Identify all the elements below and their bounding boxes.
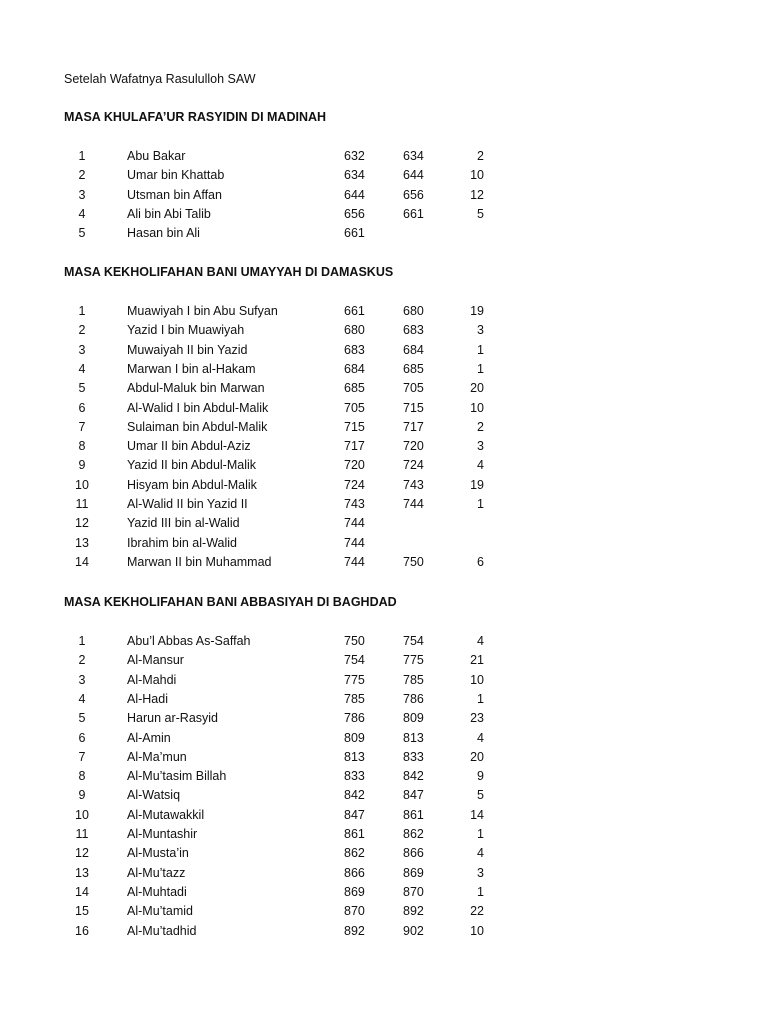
reign-years: 1 [477, 497, 484, 511]
caliph-name: Al-Mutawakkil [127, 807, 205, 822]
reign-years: 20 [470, 381, 484, 396]
caliph-name: Marwan I bin al-Hakam [127, 361, 256, 376]
table-row [0, 844, 768, 863]
end-year: 813 [403, 730, 424, 745]
caliph-name: Al-Walid II bin Yazid II [127, 497, 248, 511]
table-row [0, 671, 768, 690]
section-heading: MASA KEKHOLIFAHAN BANI ABBASIYAH DI BAGHDAD [64, 595, 397, 609]
end-year: 870 [403, 884, 424, 899]
reign-years: 3 [477, 439, 484, 454]
reign-years: 4 [477, 730, 484, 745]
reign-years: 10 [470, 672, 484, 687]
reign-years: 23 [470, 711, 484, 726]
end-year: 842 [403, 769, 424, 784]
table-row [0, 302, 768, 321]
start-year: 750 [344, 634, 365, 648]
caliph-name: Sulaiman bin Abdul-Malik [127, 419, 268, 434]
table-row [0, 709, 768, 728]
end-year: 861 [403, 807, 424, 822]
end-year: 743 [403, 477, 424, 492]
row-number: 9 [78, 458, 86, 473]
end-year: 661 [403, 206, 424, 221]
start-year: 683 [344, 342, 365, 357]
caliph-name: Yazid III bin al-Walid [127, 516, 240, 531]
start-year: 842 [344, 788, 365, 803]
table-row [0, 632, 768, 651]
row-number: 14 [75, 884, 89, 899]
row-number: 16 [75, 923, 89, 938]
row-number: 3 [78, 672, 86, 687]
end-year: 744 [403, 497, 424, 511]
end-year: 683 [403, 323, 424, 338]
start-year: 743 [344, 497, 365, 511]
table-row [0, 922, 768, 941]
row-number: 9 [78, 788, 86, 803]
row-number: 12 [75, 846, 89, 861]
end-year: 684 [403, 342, 424, 357]
end-year: 786 [403, 691, 424, 706]
start-year: 870 [344, 904, 365, 919]
reign-years: 5 [477, 788, 484, 803]
table-row [0, 729, 768, 748]
caliph-name: Abu’l Abbas As-Saffah [127, 634, 251, 648]
caliph-name: Al-Mansur [127, 653, 184, 668]
table-row [0, 495, 768, 514]
caliph-name: Harun ar-Rasyid [127, 711, 219, 726]
start-year: 680 [344, 323, 365, 338]
start-year: 644 [344, 187, 365, 202]
table-row [0, 341, 768, 360]
end-year: 785 [403, 672, 424, 687]
caliph-name: Ibrahim bin al-Walid [127, 535, 237, 550]
table-row [0, 902, 768, 921]
caliph-name: Abdul-Maluk bin Marwan [127, 381, 265, 396]
caliph-name: Hasan bin Ali [127, 226, 200, 241]
reign-years: 19 [470, 304, 484, 318]
row-number: 1 [78, 149, 86, 163]
row-number: 14 [75, 554, 89, 569]
caliph-name: Al-Mu’tamid [127, 904, 193, 919]
caliph-name: Yazid I bin Muawiyah [127, 323, 245, 338]
start-year: 744 [344, 535, 365, 550]
caliph-name: Al-Ma’mun [127, 749, 187, 764]
reign-years: 1 [477, 827, 484, 841]
row-number: 6 [78, 730, 86, 745]
row-number: 11 [75, 827, 89, 841]
caliph-name: Marwan II bin Muhammad [127, 554, 272, 569]
caliph-name: Umar bin Khattab [127, 168, 225, 183]
start-year: 785 [344, 691, 365, 706]
start-year: 862 [344, 846, 365, 861]
reign-years: 14 [470, 807, 484, 822]
reign-years: 4 [477, 458, 484, 473]
row-number: 10 [75, 807, 89, 822]
reign-years: 4 [477, 846, 484, 861]
reign-years: 1 [477, 361, 484, 376]
start-year: 754 [344, 653, 365, 668]
caliph-name: Yazid II bin Abdul-Malik [127, 458, 256, 473]
start-year: 869 [344, 884, 365, 899]
start-year: 661 [344, 226, 365, 241]
end-year: 775 [403, 653, 424, 668]
end-year: 862 [403, 827, 424, 841]
caliph-name: Abu Bakar [127, 149, 186, 163]
start-year: 775 [344, 672, 365, 687]
row-number: 12 [75, 516, 89, 531]
start-year: 833 [344, 769, 365, 784]
caliph-name: Al-Muntashir [127, 827, 198, 841]
caliph-name: Umar II bin Abdul-Aziz [127, 439, 251, 454]
table-row [0, 651, 768, 670]
end-year: 833 [403, 749, 424, 764]
table-row [0, 553, 768, 572]
table-row [0, 786, 768, 805]
row-number: 4 [78, 691, 86, 706]
reign-years: 1 [477, 342, 484, 357]
reign-years: 3 [477, 323, 484, 338]
start-year: 705 [344, 400, 365, 415]
caliph-name: Hisyam bin Abdul-Malik [127, 477, 257, 492]
table-row [0, 514, 768, 533]
end-year: 892 [403, 904, 424, 919]
reign-years: 19 [470, 477, 484, 492]
row-number: 5 [78, 711, 86, 726]
table-row [0, 321, 768, 340]
section-heading: MASA KHULAFA’UR RASYIDIN DI MADINAH [64, 110, 327, 124]
row-number: 10 [75, 477, 89, 492]
caliph-name: Al-Muhtadi [127, 884, 187, 899]
table-row [0, 864, 768, 883]
end-year: 750 [403, 554, 424, 569]
row-number: 2 [78, 168, 86, 183]
row-number: 8 [78, 439, 86, 454]
row-number: 8 [78, 769, 86, 784]
start-year: 786 [344, 711, 365, 726]
table-row [0, 456, 768, 475]
reign-years: 5 [477, 206, 484, 221]
reign-years: 10 [470, 923, 484, 938]
row-number: 4 [78, 206, 86, 221]
caliph-name: Al-Musta’in [127, 846, 189, 861]
row-number: 2 [78, 323, 86, 338]
row-number: 3 [78, 187, 86, 202]
table-row [0, 418, 768, 437]
start-year: 861 [344, 827, 365, 841]
end-year: 717 [403, 419, 424, 434]
reign-years: 6 [477, 554, 484, 569]
row-number: 5 [78, 381, 86, 396]
table-row [0, 379, 768, 398]
table-row [0, 186, 768, 205]
caliph-name: Al-Mu’tazz [127, 865, 186, 880]
table-row [0, 399, 768, 418]
table-row [0, 825, 768, 844]
start-year: 720 [344, 458, 365, 473]
table-row [0, 437, 768, 456]
table-row [0, 147, 768, 166]
table-row [0, 767, 768, 786]
end-year: 680 [403, 304, 424, 318]
table-row [0, 534, 768, 553]
end-year: 754 [403, 634, 424, 648]
end-year: 720 [403, 439, 424, 454]
start-year: 715 [344, 419, 365, 434]
table-row [0, 690, 768, 709]
start-year: 866 [344, 865, 365, 880]
caliph-name: Al-Mahdi [127, 672, 177, 687]
start-year: 724 [344, 477, 365, 492]
caliph-name: Muawiyah I bin Abu Sufyan [127, 304, 278, 318]
end-year: 902 [403, 923, 424, 938]
row-number: 13 [75, 535, 89, 550]
reign-years: 2 [477, 419, 484, 434]
end-year: 847 [403, 788, 424, 803]
row-number: 13 [75, 865, 89, 880]
start-year: 684 [344, 361, 365, 376]
start-year: 809 [344, 730, 365, 745]
start-year: 847 [344, 807, 365, 822]
table-row [0, 224, 768, 243]
start-year: 717 [344, 439, 365, 454]
end-year: 634 [403, 149, 424, 163]
section-heading: MASA KEKHOLIFAHAN BANI UMAYYAH DI DAMASKUS [64, 265, 394, 279]
end-year: 656 [403, 187, 424, 202]
start-year: 744 [344, 554, 365, 569]
row-number: 1 [78, 304, 86, 318]
start-year: 744 [344, 516, 365, 531]
reign-years: 21 [470, 653, 484, 668]
caliph-name: Muwaiyah II bin Yazid [127, 342, 248, 357]
start-year: 632 [344, 149, 365, 163]
reign-years: 10 [470, 400, 484, 415]
start-year: 634 [344, 168, 365, 183]
table-row [0, 748, 768, 767]
start-year: 661 [344, 304, 365, 318]
start-year: 685 [344, 381, 365, 396]
reign-years: 10 [470, 168, 484, 183]
table-row [0, 883, 768, 902]
row-number: 11 [75, 497, 89, 511]
caliph-name: Al-Watsiq [127, 788, 181, 803]
reign-years: 4 [477, 634, 484, 648]
caliph-name: Al-Walid I bin Abdul-Malik [127, 400, 269, 415]
end-year: 644 [403, 168, 424, 183]
row-number: 4 [78, 361, 86, 376]
start-year: 656 [344, 206, 365, 221]
end-year: 809 [403, 711, 424, 726]
reign-years: 12 [470, 187, 484, 202]
end-year: 866 [403, 846, 424, 861]
reign-years: 20 [470, 749, 484, 764]
table-row [0, 166, 768, 185]
intro-line: Setelah Wafatnya Rasululloh SAW [64, 72, 256, 86]
reign-years: 3 [477, 865, 484, 880]
caliph-name: Al-Hadi [127, 691, 168, 706]
row-number: 6 [78, 400, 86, 415]
row-number: 7 [78, 419, 86, 434]
reign-years: 1 [477, 691, 484, 706]
end-year: 705 [403, 381, 424, 396]
table-row [0, 476, 768, 495]
row-number: 15 [75, 904, 89, 919]
end-year: 715 [403, 400, 424, 415]
table-row [0, 806, 768, 825]
row-number: 5 [78, 226, 86, 241]
row-number: 7 [78, 749, 86, 764]
end-year: 685 [403, 361, 424, 376]
caliph-name: Ali bin Abi Talib [127, 206, 211, 221]
reign-years: 2 [477, 149, 484, 163]
row-number: 2 [78, 653, 86, 668]
start-year: 892 [344, 923, 365, 938]
caliph-name: Al-Amin [127, 730, 171, 745]
reign-years: 1 [477, 884, 484, 899]
end-year: 724 [403, 458, 424, 473]
table-row [0, 205, 768, 224]
reign-years: 9 [477, 769, 484, 784]
row-number: 1 [78, 634, 86, 648]
end-year: 869 [403, 865, 424, 880]
start-year: 813 [344, 749, 365, 764]
reign-years: 22 [470, 904, 484, 919]
row-number: 3 [78, 342, 86, 357]
table-row [0, 360, 768, 379]
caliph-name: Al-Mu’tasim Billah [127, 769, 227, 784]
caliph-name: Utsman bin Affan [127, 187, 222, 202]
caliph-name: Al-Mu’tadhid [127, 923, 197, 938]
